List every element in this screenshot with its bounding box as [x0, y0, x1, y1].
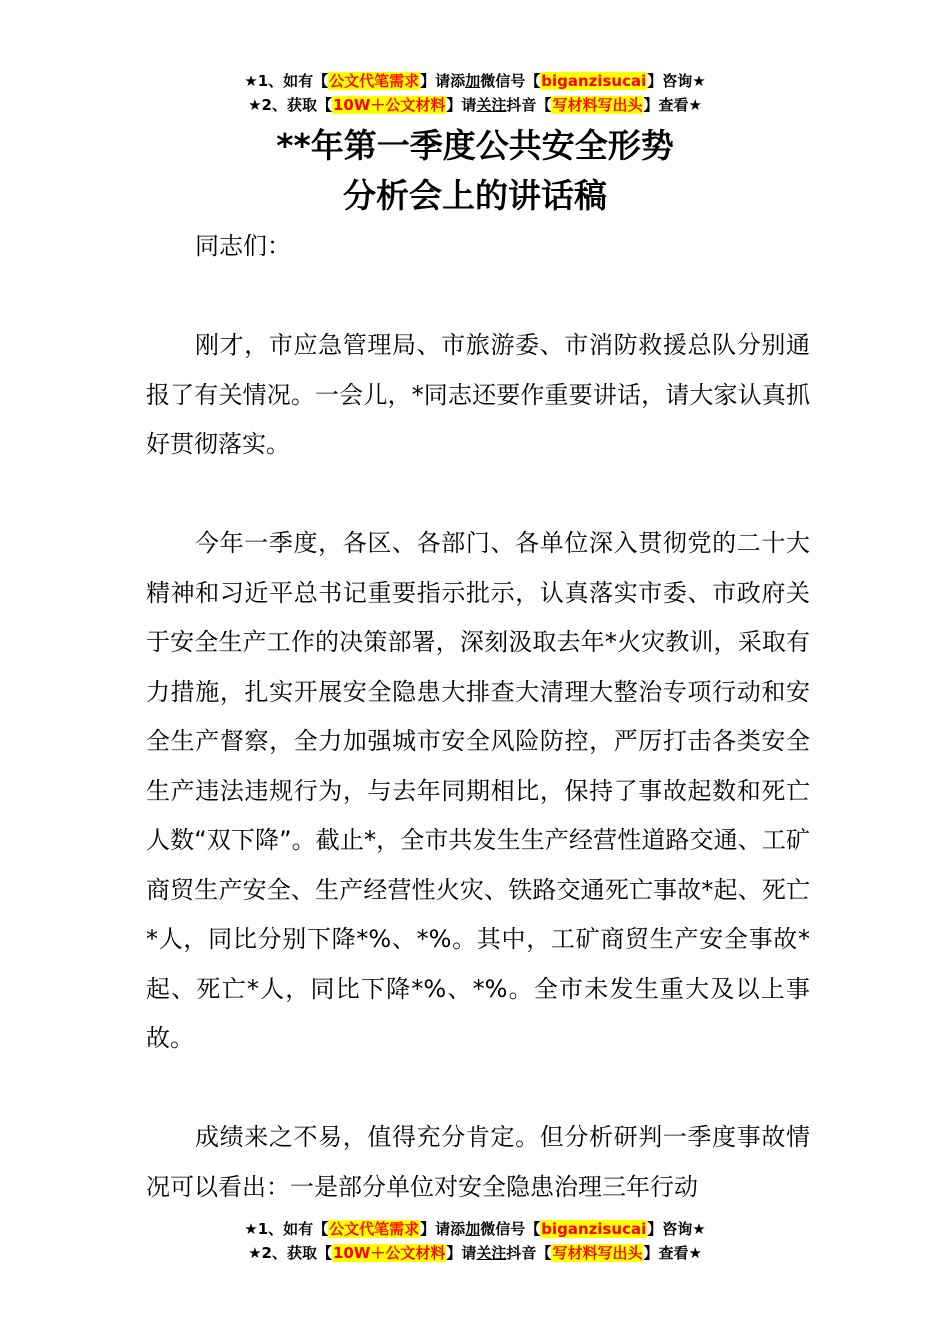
promo-underlined: 关注	[476, 1244, 507, 1262]
promo-text: 】查看★	[643, 96, 702, 114]
greeting: 同志们：	[195, 232, 291, 260]
promo-text: ★2、获取【	[248, 1244, 332, 1262]
promo-text: ★2、获取【	[248, 96, 332, 114]
promo-underlined: 关注	[476, 96, 507, 114]
paragraph-1: 刚才，市应急管理局、市旅游委、市消防救援总队分别通报了有关情况。一会儿，*同志还要作重要讲话，请大家认真抓好贯彻落实。	[146, 331, 810, 458]
promo-highlight: 10W＋公文材料	[332, 96, 446, 114]
paragraph-3: 成绩来之不易，值得充分肯定。但分析研判一季度事故情况可以看出：一是部分单位对安全隐患治理三年行动	[146, 1123, 810, 1201]
promo-text: 抖音【	[506, 1244, 552, 1262]
promo-text: 】请	[446, 1244, 477, 1262]
promo-highlight: 写材料写出头	[552, 96, 643, 114]
promo-text: 微信号【	[480, 1220, 541, 1238]
document-title	[0, 121, 950, 221]
promo-highlight: biganzisucai	[541, 1220, 647, 1238]
promo-underlined: 加	[465, 1220, 481, 1238]
promo-text: 微信号【	[480, 72, 541, 90]
promo-footer	[0, 1218, 950, 1266]
promo-highlight: 10W＋公文材料	[332, 1244, 446, 1262]
paragraph-2: 今年一季度，各区、各部门、各单位深入贯彻党的二十大精神和习近平总书记重要指示批示，认真落实市委、市政府关于安全生产工作的决策部署，深刻汲取去年*火灾教训，采取有力措施，扎实开展安全隐患大排查大清理大整治专项行动和安全生产督察，全力加强城市安全风险防控，严厉打击各类安全生产违法违规行为，与去年同期相比，保持了事故起数和死亡人数“双下降”。截止*，全市共发生生产经营性道路交通、工矿商贸生产安全、生产经营性火灾、铁路交通死亡事故*起、死亡*人，同比分别下降*%、*%。其中，工矿商贸生产安全事故*起、死亡*人，同比下降*%、*%。全市未发生重大及以上事故。	[146, 529, 810, 1052]
promo-text: 抖音【	[506, 96, 552, 114]
promo-line-1	[0, 70, 950, 94]
promo-highlight: 写材料写出头	[552, 1244, 643, 1262]
promo-text: ★1、如有【	[244, 72, 329, 90]
document-body	[146, 222, 810, 1212]
title-line-1: **年第一季度公共安全形势	[276, 126, 674, 165]
promo-text: 】请添	[420, 72, 466, 90]
promo-highlight: 公文代笔需求	[329, 1220, 420, 1238]
promo-highlight: biganzisucai	[541, 72, 647, 90]
promo-line-1	[0, 1218, 950, 1242]
promo-line-2	[0, 94, 950, 118]
promo-line-2	[0, 1242, 950, 1266]
promo-text: ★1、如有【	[244, 1220, 329, 1238]
promo-text: 】请	[446, 96, 477, 114]
promo-highlight: 公文代笔需求	[329, 72, 420, 90]
promo-underlined: 加	[465, 72, 481, 90]
promo-text: 】请添	[420, 1220, 466, 1238]
promo-text: 】咨询★	[647, 72, 706, 90]
promo-text: 】咨询★	[647, 1220, 706, 1238]
title-line-2: 分析会上的讲话稿	[343, 176, 607, 215]
promo-header	[0, 70, 950, 118]
promo-text: 】查看★	[643, 1244, 702, 1262]
